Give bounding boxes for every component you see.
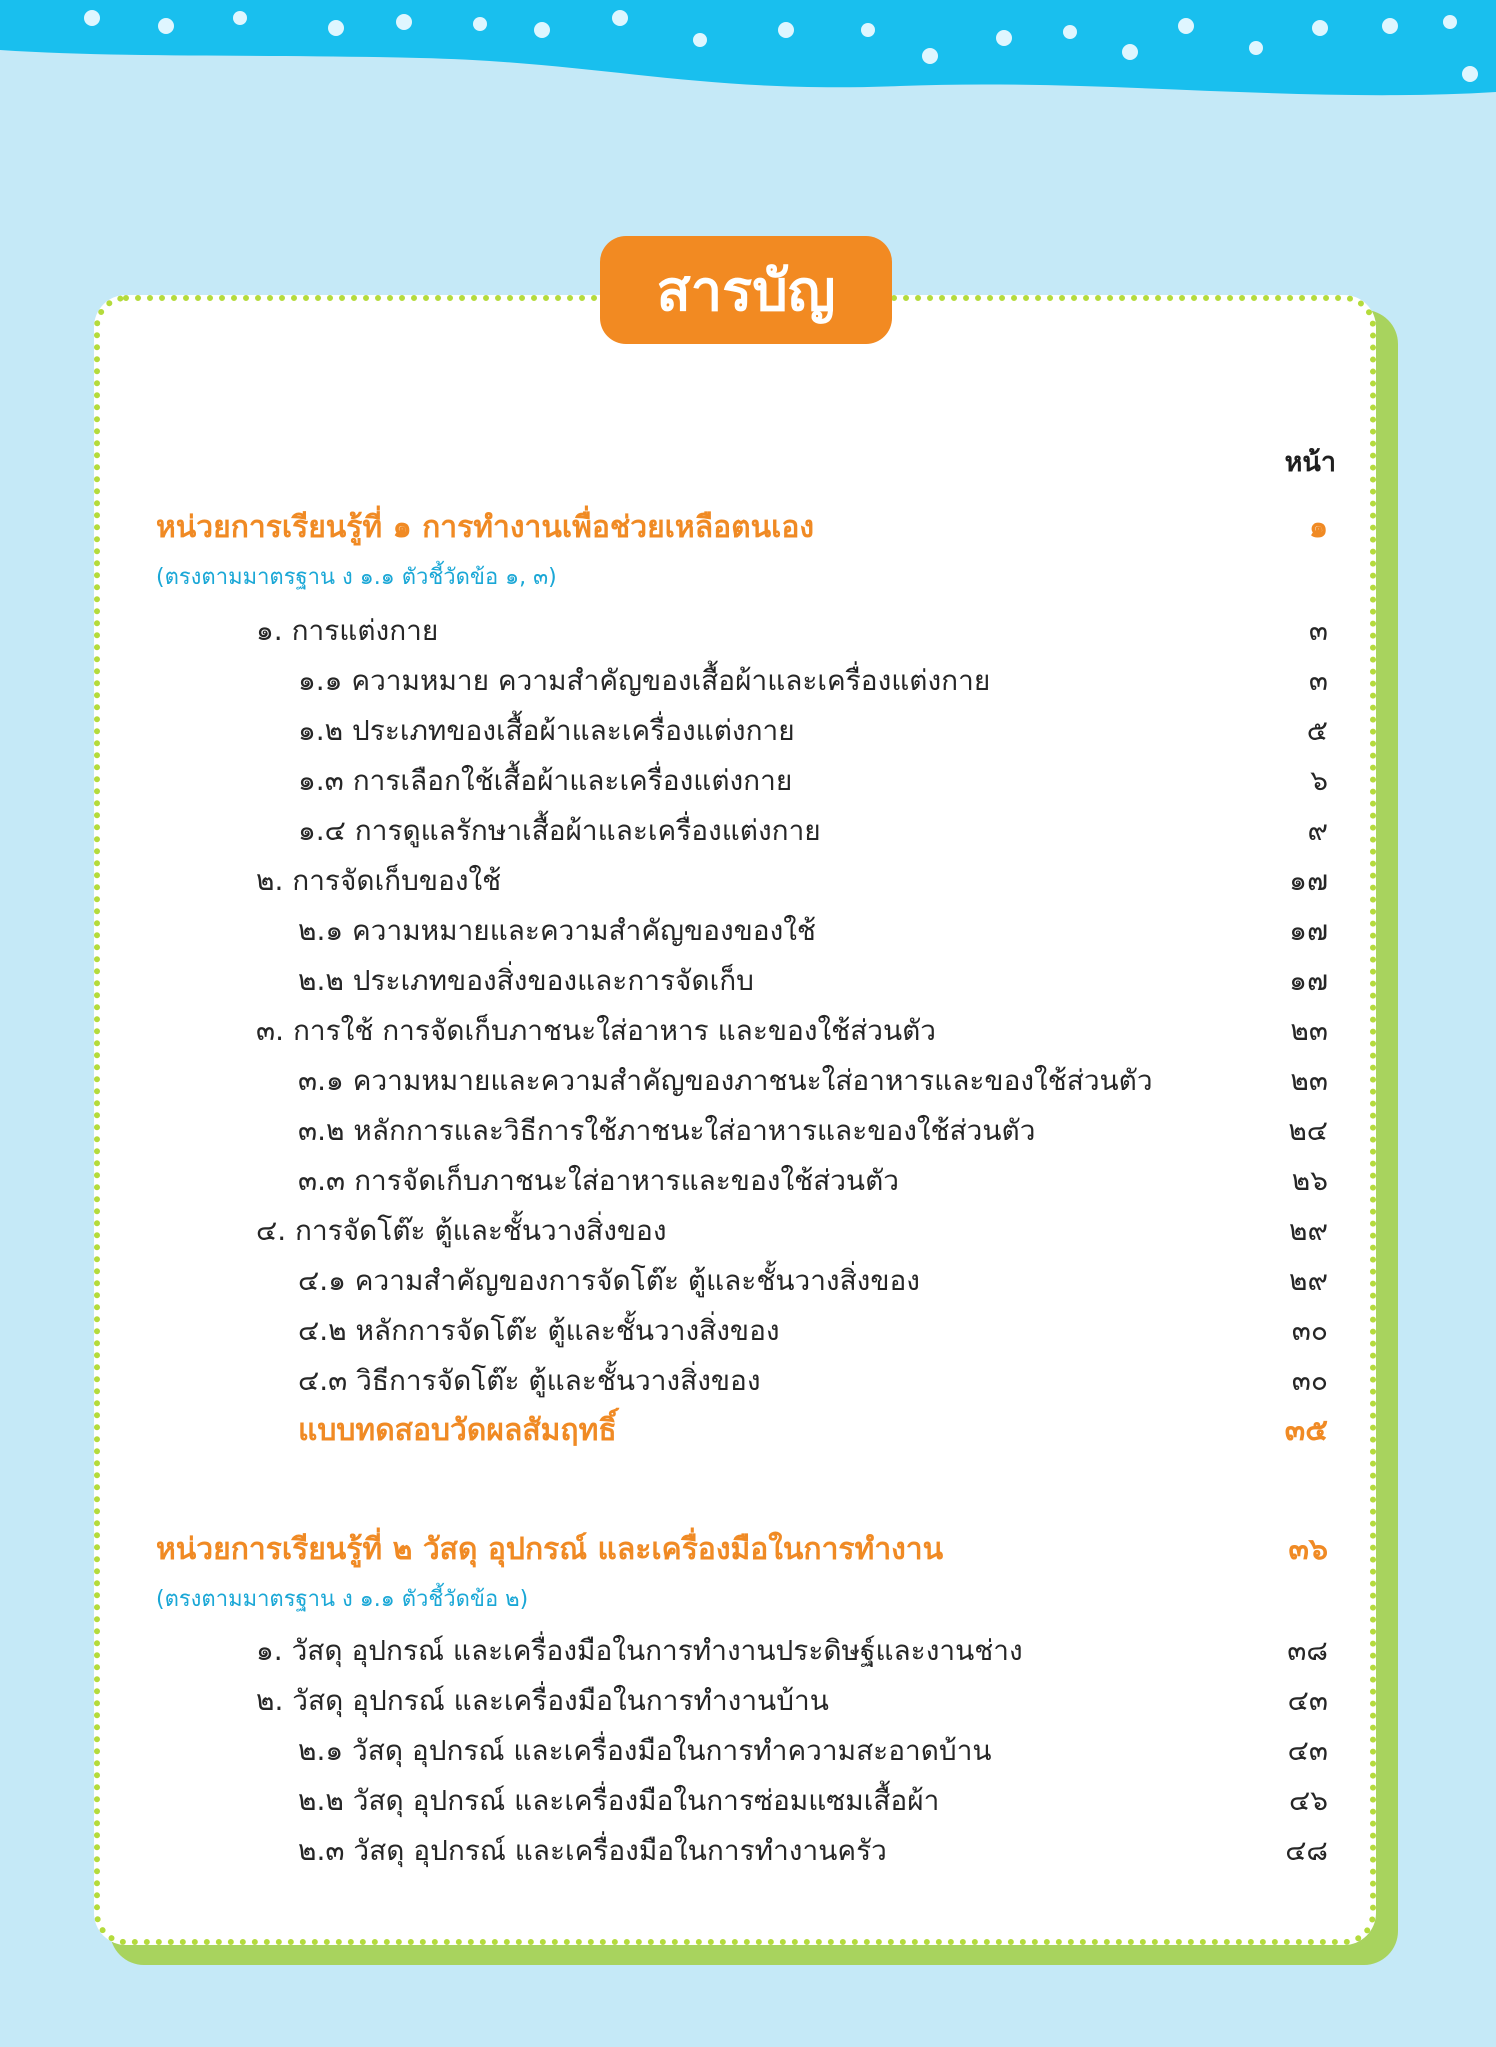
page-title: สารบัญ [656,258,836,324]
toc-page-number: ๒๙ [1289,1214,1328,1247]
toc-unit-title: หน่วยการเรียนรู้ที่ ๑ การทำงานเพื่อช่วยเหลือตนเอง [156,510,815,545]
toc-standard-text: (ตรงตามมาตรฐาน ง ๑.๑ ตัวชี้วัดข้อ ๒) [156,1587,529,1612]
toc-entry [0,959,1496,1003]
toc-entry [0,1159,1496,1203]
toc-entry [0,809,1496,853]
toc-entry-label: ๔. การจัดโต๊ะ ตู้และชั้นวางสิ่งของ [256,1214,667,1247]
toc-page-number: ๔๓ [1287,1734,1328,1767]
toc-entry [0,759,1496,803]
toc-entry [0,659,1496,703]
toc-entry-label: ๑.๓ การเลือกใช้เสื้อผ้าและเครื่องแต่งกาย [298,764,793,797]
toc-entry-label: ๑. การแต่งกาย [256,614,439,647]
toc-entry-label: ๑. วัสดุ อุปกรณ์ และเครื่องมือในการทำงานประดิษฐ์และงานช่าง [256,1634,1023,1667]
toc-entry-label: ๔.๑ ความสำคัญของการจัดโต๊ะ ตู้และชั้นวางสิ่งของ [298,1264,920,1297]
toc-entry-label: ๒. วัสดุ อุปกรณ์ และเครื่องมือในการทำงานบ้าน [256,1684,829,1717]
toc-unit-heading [0,1528,1496,1572]
toc-page-number: ๒๖ [1291,1164,1328,1197]
toc-entry [0,1009,1496,1053]
toc-entry-label: ๓.๑ ความหมายและความสำคัญของภาชนะใส่อาหารและของใช้ส่วนตัว [298,1064,1153,1097]
toc-entry-label: ๒.๓ วัสดุ อุปกรณ์ และเครื่องมือในการทำงานครัว [298,1834,887,1867]
toc-page-number: ๓๘ [1287,1634,1328,1667]
toc-standard-note [0,556,1496,600]
toc-entry [0,1359,1496,1403]
toc-entry [0,1209,1496,1253]
toc-entry [0,1059,1496,1103]
toc-entry-label: ๔.๓ วิธีการจัดโต๊ะ ตู้และชั้นวางสิ่งของ [298,1364,761,1397]
toc-entry-label: ๑.๒ ประเภทของเสื้อผ้าและเครื่องแต่งกาย [298,714,795,747]
toc-entry [0,1729,1496,1773]
toc-page-number: ๑ [1308,510,1328,545]
toc-page-number: ๒๓ [1290,1014,1328,1047]
toc-test-label: แบบทดสอบวัดผลสัมฤทธิ์ [298,1413,617,1448]
toc-unit-heading [0,506,1496,550]
toc-page-number: ๒๔ [1288,1114,1328,1147]
toc-page-number: ๓๐ [1291,1364,1328,1397]
toc-entry-label: ๑.๑ ความหมาย ความสำคัญของเสื้อผ้าและเครื่องแต่งกาย [298,664,991,697]
toc-page-number: ๓๐ [1291,1314,1328,1347]
toc-entry [0,859,1496,903]
toc-entry [0,709,1496,753]
toc-entry [0,1629,1496,1673]
toc-entry-label: ๒.๑ วัสดุ อุปกรณ์ และเครื่องมือในการทำความสะอาดบ้าน [298,1734,992,1767]
toc-page-number: ๙ [1307,814,1328,847]
toc-entry-label: ๒. การจัดเก็บของใช้ [256,864,502,897]
toc-entry-label: ๑.๔ การดูแลรักษาเสื้อผ้าและเครื่องแต่งกาย [298,814,821,847]
page-column-header: หน้า [1284,447,1336,478]
toc-entry [0,1259,1496,1303]
toc-page-number: ๔๓ [1287,1684,1328,1717]
toc-page-number: ๑๗ [1289,864,1328,897]
toc-page-number: ๑๗ [1289,964,1328,997]
toc-page-number: ๒๓ [1290,1064,1328,1097]
toc-entry-label: ๒.๒ ประเภทของสิ่งของและการจัดเก็บ [298,964,754,997]
toc-entry [0,1829,1496,1873]
toc-entry [0,609,1496,653]
toc-page-number: ๖ [1310,764,1328,797]
toc-page-number: ๑๗ [1289,914,1328,947]
toc-standard-text: (ตรงตามมาตรฐาน ง ๑.๑ ตัวชี้วัดข้อ ๑, ๓) [156,565,557,590]
toc-page-number: ๕ [1306,714,1328,747]
toc-entry-label: ๓.๓ การจัดเก็บภาชนะใส่อาหารและของใช้ส่วนตัว [298,1164,899,1197]
toc-page-number: ๓๖ [1288,1532,1328,1567]
toc-page-number: ๓ [1308,664,1328,697]
toc-entry [0,1309,1496,1353]
toc-entry [0,1679,1496,1723]
toc-entry [0,909,1496,953]
toc-entry [0,1109,1496,1153]
toc-standard-note [0,1578,1496,1622]
top-wave-banner [0,0,1496,110]
toc-page-number: ๓ [1308,614,1328,647]
toc-page-number: ๒๙ [1289,1264,1328,1297]
toc-entry-label: ๒.๒ วัสดุ อุปกรณ์ และเครื่องมือในการซ่อมแซมเสื้อผ้า [298,1784,940,1817]
toc-entry-label: ๓.๒ หลักการและวิธีการใช้ภาชนะใส่อาหารและของใช้ส่วนตัว [298,1114,1036,1147]
toc-entry-label: ๔.๒ หลักการจัดโต๊ะ ตู้และชั้นวางสิ่งของ [298,1314,780,1347]
toc-entry-label: ๒.๑ ความหมายและความสำคัญของของใช้ [298,914,816,947]
toc-page-number: ๔๖ [1289,1784,1328,1817]
toc-unit-title: หน่วยการเรียนรู้ที่ ๒ วัสดุ อุปกรณ์ และเครื่องมือในการทำงาน [156,1532,944,1567]
toc-page-number: ๔๘ [1285,1834,1328,1867]
toc-test-entry [0,1409,1496,1453]
toc-entry [0,1779,1496,1823]
toc-page-number: ๓๕ [1284,1413,1328,1448]
page-title-tab [600,236,892,344]
toc-entry-label: ๓. การใช้ การจัดเก็บภาชนะใส่อาหาร และของใช้ส่วนตัว [256,1014,937,1047]
